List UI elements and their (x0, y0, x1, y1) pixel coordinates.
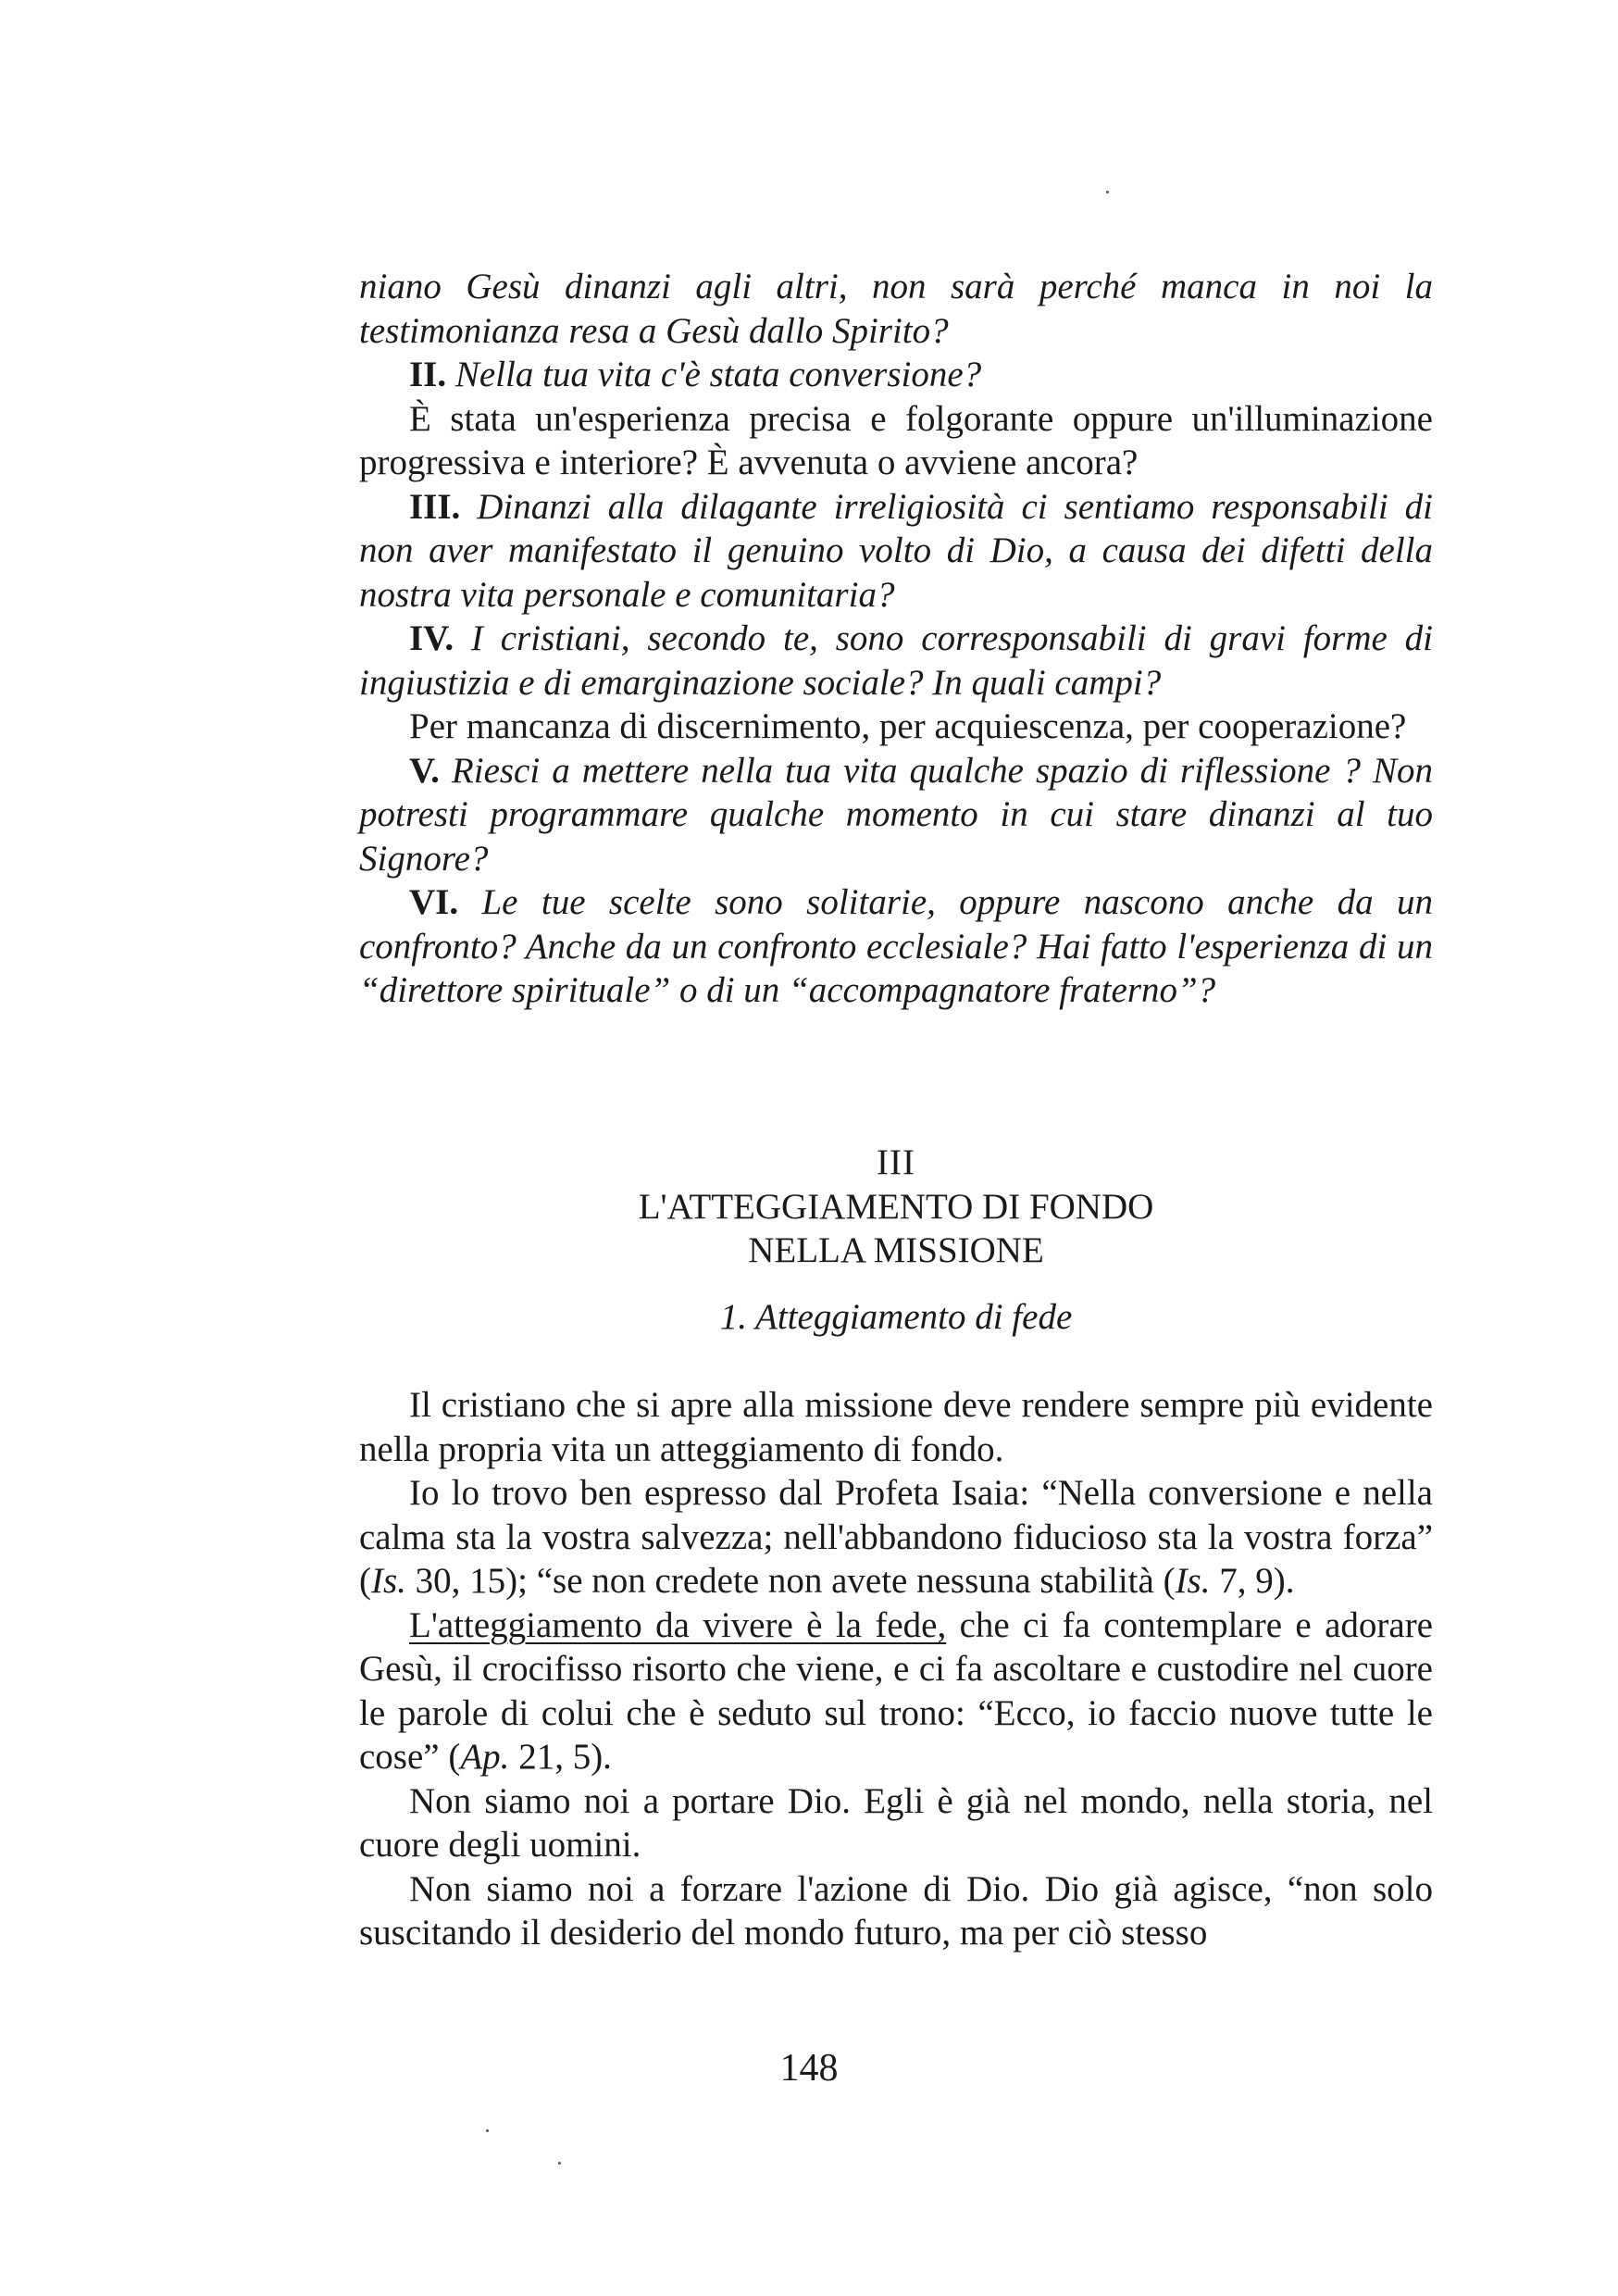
question-text: Riesci a mettere nella tua vita qualche spazio di riflessione ? Non potresti programmare qualche momento in cui stare dinanzi al tuo Signore? (359, 750, 1434, 879)
paragraph-2 (359, 1471, 1433, 1603)
paragraph-1: Il cristiano che si apre alla missione deve rendere sempre più evidente nella propria vita un atteggiamento di fondo. (359, 1385, 1433, 1469)
section-title-line-1: L'ATTEGGIAMENTO DI FONDO (638, 1186, 1154, 1227)
citation-ref: Is. (371, 1561, 406, 1601)
scan-speck (558, 2162, 561, 2165)
question-2-follow: È stata un'esperienza precisa e folgorante oppure un'illuminazione progressiva e interiore? È avvenuta o avviene ancora? (359, 398, 1433, 482)
text-run: Io lo trovo ben espresso dal Profeta Isaia: “Nella conversione e nella calma sta la vostra salvezza; nell'abbandono fiducioso sta la vostra forza” ( (359, 1473, 1433, 1601)
question-number: VI. (409, 882, 459, 922)
paragraph-4: Non siamo noi a portare Dio. Egli è già nel mondo, nella storia, nel cuore degli uomini. (359, 1780, 1433, 1865)
paragraph-3 (359, 1603, 1433, 1779)
questions-intro: niano Gesù dinanzi agli altri, non sarà perché manca in noi la testimonianza resa a Gesù dallo Spirito? (359, 267, 1433, 351)
page-number: 148 (779, 2047, 839, 2090)
text-run: 21, 5). (509, 1737, 612, 1777)
question-number: V. (409, 750, 440, 791)
scan-speck (1106, 191, 1109, 193)
scan-speck (486, 2129, 489, 2132)
section-title-line-2: NELLA MISSIONE (748, 1230, 1044, 1270)
question-text: Nella tua vita c'è stata conversione? (454, 355, 982, 394)
question-2 (359, 353, 1433, 397)
citation-ref: Ap. (460, 1737, 510, 1777)
paragraph-5: Non siamo noi a forzare l'azione di Dio. Dio già agisce, “non solo suscitando il desiderio del mondo futuro, ma per ciò stesso (359, 1868, 1433, 1953)
question-3 (359, 485, 1433, 618)
question-text: I cristiani, secondo te, sono corresponsabili di gravi forme di ingiustizia e di emarginazione sociale? In quali campi? (359, 618, 1433, 703)
question-4-follow: Per mancanza di discernimento, per acquiescenza, per cooperazione? (409, 706, 1407, 746)
underlined-phrase: L'atteggiamento da vivere è la fede, (409, 1604, 947, 1645)
text-run: 7, 9). (1210, 1561, 1295, 1601)
text-run: che ci fa contemplare e adorare Gesù, il crocifisso risorto che viene, e ci fa ascoltare e custodire nel cuore le parole di colui che è seduto sul trono: “Ecco, io faccio nuove tutte le cose” ( (359, 1604, 1433, 1777)
question-text: Le tue scelte sono solitarie, oppure nascono anche da un confronto? Anche da un confronto ecclesiale? Hai fatto l'esperienza di un “direttore spirituale” o di un “accompagnatore fraterno”? (359, 882, 1433, 1010)
question-number: II. (409, 355, 447, 394)
section-heading (359, 1141, 1433, 1273)
body-text (359, 1383, 1433, 1955)
question-number: III. (409, 486, 461, 527)
question-text: Dinanzi alla dilagante irreligiosità ci sentiamo responsabili di non aver manifestato il genuino volto di Dio, a causa dei difetti della nostra vita personale e comunitaria? (359, 486, 1433, 615)
section-roman-numeral: III (877, 1142, 915, 1182)
subsection-title: 1. Atteggiamento di fede (719, 1297, 1073, 1337)
question-6 (359, 880, 1433, 1013)
text-run: 30, 15); “se non credete non avete nessuna stabilità ( (405, 1561, 1176, 1601)
question-number: IV. (409, 618, 454, 658)
questions-block (359, 265, 1433, 1013)
citation-ref: Is. (1175, 1561, 1211, 1601)
question-4 (359, 617, 1433, 705)
question-5 (359, 749, 1433, 881)
